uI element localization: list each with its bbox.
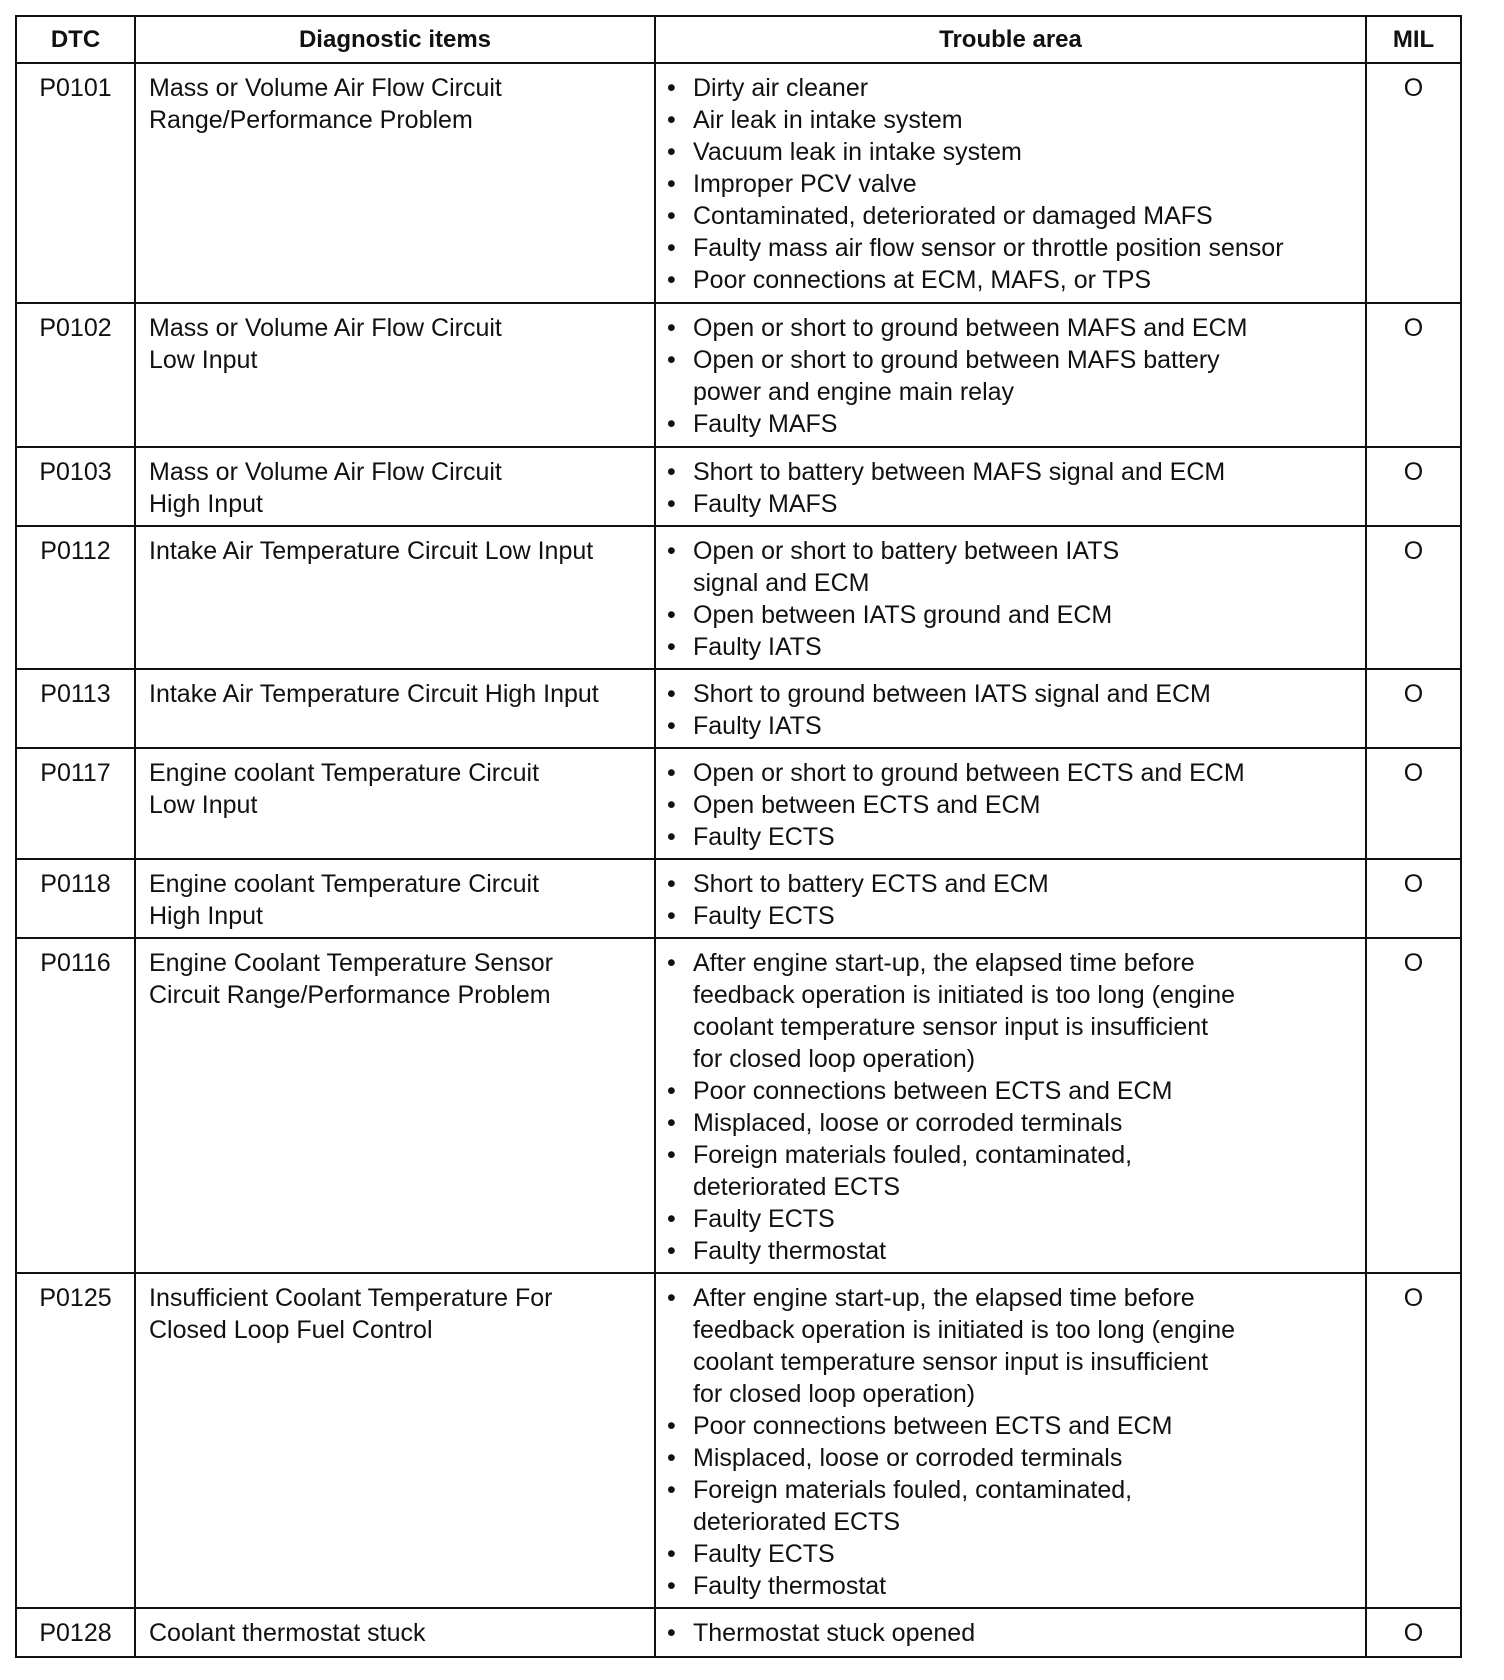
header-diagnostic-items: Diagnostic items	[135, 16, 655, 63]
trouble-area	[655, 63, 1366, 303]
mil-indicator: O	[1366, 63, 1461, 303]
dtc-code: P0116	[16, 938, 135, 1273]
trouble-area	[655, 859, 1366, 938]
table-row	[16, 526, 1461, 669]
diagnostic-item: Engine coolant Temperature Circuit High Input	[135, 859, 655, 938]
table-row	[16, 669, 1461, 748]
trouble-item: • Open or short to ground between MAFS and ECM	[693, 312, 1359, 344]
trouble-item: • Foreign materials fouled, contaminated, deteriorated ECTS	[693, 1139, 1359, 1203]
trouble-item: • Poor connections at ECM, MAFS, or TPS	[693, 264, 1359, 296]
trouble-item: • Improper PCV valve	[693, 168, 1359, 200]
header-trouble-area: Trouble area	[655, 16, 1366, 63]
diagnostic-item: Insufficient Coolant Temperature For Closed Loop Fuel Control	[135, 1273, 655, 1608]
dtc-code: P0128	[16, 1608, 135, 1657]
trouble-area	[655, 669, 1366, 748]
diagnostic-item: Engine Coolant Temperature Sensor Circuit Range/Performance Problem	[135, 938, 655, 1273]
trouble-item: • Faulty mass air flow sensor or throttle position sensor	[693, 232, 1359, 264]
dtc-code: P0117	[16, 748, 135, 859]
table-row	[16, 859, 1461, 938]
trouble-item: • Faulty MAFS	[693, 488, 1359, 520]
trouble-item: • Open between ECTS and ECM	[693, 789, 1359, 821]
diagnostic-item: Coolant thermostat stuck	[135, 1608, 655, 1657]
table-row	[16, 447, 1461, 526]
trouble-item: • Faulty IATS	[693, 710, 1359, 742]
table-row	[16, 938, 1461, 1273]
trouble-item: • Air leak in intake system	[693, 104, 1359, 136]
trouble-item: • Contaminated, deteriorated or damaged MAFS	[693, 200, 1359, 232]
trouble-item: • Misplaced, loose or corroded terminals	[693, 1107, 1359, 1139]
trouble-area	[655, 303, 1366, 447]
header-dtc: DTC	[16, 16, 135, 63]
trouble-list	[693, 757, 1359, 853]
trouble-list	[693, 947, 1359, 1267]
trouble-item: • Poor connections between ECTS and ECM	[693, 1075, 1359, 1107]
trouble-list	[693, 1617, 1359, 1649]
trouble-item: • Open between IATS ground and ECM	[693, 599, 1359, 631]
trouble-item: • Short to battery between MAFS signal and ECM	[693, 456, 1359, 488]
trouble-item: • Poor connections between ECTS and ECM	[693, 1410, 1359, 1442]
trouble-item: • Thermostat stuck opened	[693, 1617, 1359, 1649]
trouble-item: • Faulty ECTS	[693, 821, 1359, 853]
header-row	[16, 16, 1461, 63]
trouble-area	[655, 526, 1366, 669]
trouble-area	[655, 1273, 1366, 1608]
table-row	[16, 748, 1461, 859]
table-row	[16, 1273, 1461, 1608]
diagnostic-item: Intake Air Temperature Circuit Low Input	[135, 526, 655, 669]
trouble-item: • Open or short to ground between ECTS and ECM	[693, 757, 1359, 789]
diagnostic-item: Mass or Volume Air Flow Circuit Range/Performance Problem	[135, 63, 655, 303]
trouble-item: • Faulty thermostat	[693, 1570, 1359, 1602]
trouble-item: • Open or short to battery between IATS signal and ECM	[693, 535, 1359, 599]
dtc-table	[15, 15, 1462, 1658]
trouble-list	[693, 72, 1359, 296]
trouble-list	[693, 535, 1359, 663]
trouble-list	[693, 1282, 1359, 1602]
trouble-item: • Dirty air cleaner	[693, 72, 1359, 104]
trouble-item: • Faulty IATS	[693, 631, 1359, 663]
trouble-list	[693, 868, 1359, 932]
mil-indicator: O	[1366, 669, 1461, 748]
dtc-code: P0112	[16, 526, 135, 669]
dtc-code: P0125	[16, 1273, 135, 1608]
diagnostic-item: Mass or Volume Air Flow Circuit Low Input	[135, 303, 655, 447]
diagnostic-item: Engine coolant Temperature Circuit Low Input	[135, 748, 655, 859]
diagnostic-item: Mass or Volume Air Flow Circuit High Input	[135, 447, 655, 526]
trouble-area	[655, 748, 1366, 859]
trouble-item: • Faulty MAFS	[693, 408, 1359, 440]
mil-indicator: O	[1366, 748, 1461, 859]
table-row	[16, 63, 1461, 303]
trouble-area	[655, 447, 1366, 526]
mil-indicator: O	[1366, 1273, 1461, 1608]
dtc-code: P0113	[16, 669, 135, 748]
table-row	[16, 303, 1461, 447]
trouble-list	[693, 678, 1359, 742]
header-mil: MIL	[1366, 16, 1461, 63]
trouble-item: • Faulty ECTS	[693, 1538, 1359, 1570]
trouble-item: • After engine start-up, the elapsed time before feedback operation is initiated is too long (engine coolant temperature sensor input is insufficient for closed loop operation)	[693, 1282, 1359, 1410]
diagnostic-item: Intake Air Temperature Circuit High Input	[135, 669, 655, 748]
table-row	[16, 1608, 1461, 1657]
trouble-list	[693, 312, 1359, 440]
mil-indicator: O	[1366, 938, 1461, 1273]
trouble-item: • Short to battery ECTS and ECM	[693, 868, 1359, 900]
dtc-code: P0101	[16, 63, 135, 303]
trouble-area	[655, 938, 1366, 1273]
trouble-item: • Foreign materials fouled, contaminated, deteriorated ECTS	[693, 1474, 1359, 1538]
mil-indicator: O	[1366, 526, 1461, 669]
trouble-item: • Faulty ECTS	[693, 1203, 1359, 1235]
trouble-item: • Faulty thermostat	[693, 1235, 1359, 1267]
mil-indicator: O	[1366, 859, 1461, 938]
dtc-code: P0102	[16, 303, 135, 447]
trouble-item: • Open or short to ground between MAFS battery power and engine main relay	[693, 344, 1359, 408]
trouble-item: • Short to ground between IATS signal and ECM	[693, 678, 1359, 710]
trouble-area	[655, 1608, 1366, 1657]
mil-indicator: O	[1366, 447, 1461, 526]
dtc-code: P0103	[16, 447, 135, 526]
trouble-item: • Misplaced, loose or corroded terminals	[693, 1442, 1359, 1474]
trouble-item: • Vacuum leak in intake system	[693, 136, 1359, 168]
trouble-item: • After engine start-up, the elapsed time before feedback operation is initiated is too long (engine coolant temperature sensor input is insufficient for closed loop operation)	[693, 947, 1359, 1075]
dtc-code: P0118	[16, 859, 135, 938]
trouble-item: • Faulty ECTS	[693, 900, 1359, 932]
mil-indicator: O	[1366, 303, 1461, 447]
trouble-list	[693, 456, 1359, 520]
mil-indicator: O	[1366, 1608, 1461, 1657]
